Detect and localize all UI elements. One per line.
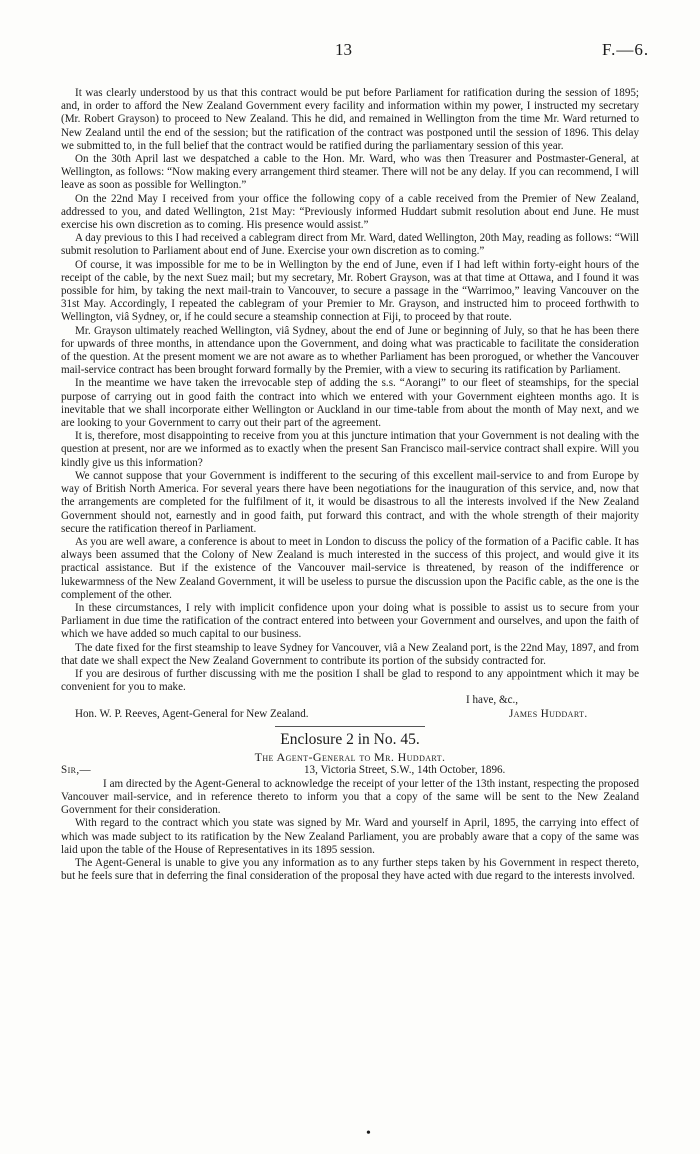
paragraph: A day previous to this I had received a cablegram direct from Mr. Ward, dated Wellington, 20th May, reading as follows: “Will submit resolution to Parliament about end of June. Exercise your own discretion as to coming.” [61, 232, 639, 258]
enclosure-paragraph: The Agent-General is unable to give you any information as to any further steps taken by his Government in respect thereto, but he feels sure that in deferring the final consideration of the proposal they have acted with due regard to the interests involved. [61, 856, 639, 883]
addressee-line [61, 708, 639, 721]
paragraph: We cannot suppose that your Government is indifferent to the securing of this excellent mail-service to and from Europe by way of British North America. For several years there have been negotiations for the inauguration of this service, and, now that the arrangements are completed for the fulfilment of it, it would be disastrous to all the interests involved if the New Zealand Government should not, earnestly and in good faith, put forward this contract, and with the whole strength of their majority secure the ratification thereof in Parliament. [61, 469, 639, 535]
divider [275, 726, 425, 727]
paragraph: If you are desirous of further discussing with me the position I shall be glad to respond to any appointment which it may be convenient for you to make. [61, 667, 639, 694]
paragraph: On the 22nd May I received from your office the following copy of a cable received from the Premier of New Zealand, addressed to you, and dated Wellington, 21st May: “Previously informed Huddart submit resolution about end June. He must exercise his own discretion as to coming. His presence would assist.” [61, 192, 639, 232]
enclosure-paragraph: With regard to the contract which you state was signed by Mr. Ward and yourself in April, 1895, the carrying into effect of which was made subject to its ratification by the New Zealand Parliament, you are probably aware that a copy of the same was laid upon the table of the House of Representatives in its 1895 session. [61, 817, 639, 856]
footer-mark: • [366, 1126, 371, 1141]
enclosure-title: Enclosure 2 in No. 45. [280, 730, 420, 748]
salutation: Sir,— [61, 763, 92, 776]
document-reference: F.—6. [602, 40, 650, 59]
page-header [0, 40, 700, 62]
salutation-line [61, 764, 639, 778]
page-number: 13 [335, 40, 352, 59]
signature: James Huddart. [509, 707, 588, 720]
paragraph: Of course, it was impossible for me to be in Wellington by the end of June, even if I had left within forty-eight hours of the receipt of the cable, by the next Suez mail; but my secretary, Mr. Robert Grayson, was at that time at Ottawa, and I found it was possible for him, by taking the next mail-train to Vancouver, to secure a passage in the “Warrimoo,” leaving Vancouver on the 31st May. Accordingly, I repeated the cablegram of your Premier to Mr. Grayson, and instructed him to proceed forthwith to Wellington, viâ Sydney, or, if he could secure a steamship connection at Fiji, to proceed by that route. [61, 258, 639, 324]
paragraph: It is, therefore, most disappointing to receive from you at this juncture intimation that your Government is not dealing with the question at present, nor are we informed as to exactly when the present San Francisco mail-service contract shall expire. Will you kindly give us this information? [61, 430, 639, 469]
address-date: 13, Victoria Street, S.W., 14th October, 1896. [304, 763, 506, 776]
paragraph: Mr. Grayson ultimately reached Wellington, viâ Sydney, about the end of June or beginning of July, so that he has been there for upwards of three months, in attendance upon the Government, and doing what was practicable to facilitate the consideration of the question. At the present moment we are not aware as to whether Parliament has been prorogued, or whether the Vancouver mail-service contract has been brought forward formally by the Premier, with a view to securing its ratification by Parliament. [61, 324, 639, 377]
paragraph: As you are well aware, a conference is about to meet in London to discuss the policy of the formation of a Pacific cable. It has always been assumed that the Colony of New Zealand is much interested in the success of this project, and would give it its practical assistance. But if the existence of the Vancouver mail-service is threatened, by reason of the indifference or lukewarmness of the New Zealand Government, it will be useless to pursue the discussion upon the Pacific cable, as the one is the complement of the other. [61, 535, 639, 601]
closing-line [61, 694, 639, 707]
paragraph: In the meantime we have taken the irrevocable step of adding the s.s. “Aorangi” to our fleet of steamships, for the special purpose of carrying out in good faith the contract into which we entered with your Government eighteen months ago. It is inevitable that we shall incorporate either Wellington or Auckland in our time-table from about the month of May next, and we are looking to your Government to carry out their part of the agreement. [61, 377, 639, 430]
addressee: Hon. W. P. Reeves, Agent-General for New Zealand. [75, 707, 309, 720]
enclosure-paragraph: I am directed by the Agent-General to acknowledge the receipt of your letter of the 13th instant, respecting the proposed Vancouver mail-service, and in reference thereto to inform you that a copy of the same will be sent to the New Zealand Government for their consideration. [61, 777, 639, 817]
paragraph: On the 30th April last we despatched a cable to the Hon. Mr. Ward, who was then Treasurer and Postmaster-General, at Wellington, as follows: “Now making every arrangement third steamer. There will not be any delay. If you can recommend, I will leave as soon as possible for Wellington.” [61, 153, 639, 192]
paragraph: It was clearly understood by us that this contract would be put before Parliament for ratification during the session of 1895; and, in order to afford the New Zealand Government every facility and information within my power, I instructed my secretary (Mr. Robert Grayson) to proceed to New Zealand. This he did, and remained in Wellington from the time Mr. Ward returned to New Zealand until the end of the session; but the ratification of the contract was postponed until the session of 1896. This delay we submitted to, in the full belief that the contract would be ratified during the parliamentary session of this year. [61, 87, 639, 152]
paragraph: The date fixed for the first steamship to leave Sydney for Vancouver, viâ a New Zealand port, is the 22nd May, 1897, and from that date we shall expect the New Zealand Government to contribute its portion of the subsidy contracted for. [61, 641, 639, 667]
paragraph: In these circumstances, I rely with implicit confidence upon your doing what is possible to assist us to secure from your Parliament in due time the ratification of the contract entered into between your Government and ourselves, and upon the faith of which we have added so much capital to our business. [61, 601, 639, 641]
enclosure-route: The Agent-General to Mr. Huddart. [254, 749, 446, 764]
sign-off: I have, &c., [466, 694, 519, 707]
letter-body [61, 87, 639, 883]
